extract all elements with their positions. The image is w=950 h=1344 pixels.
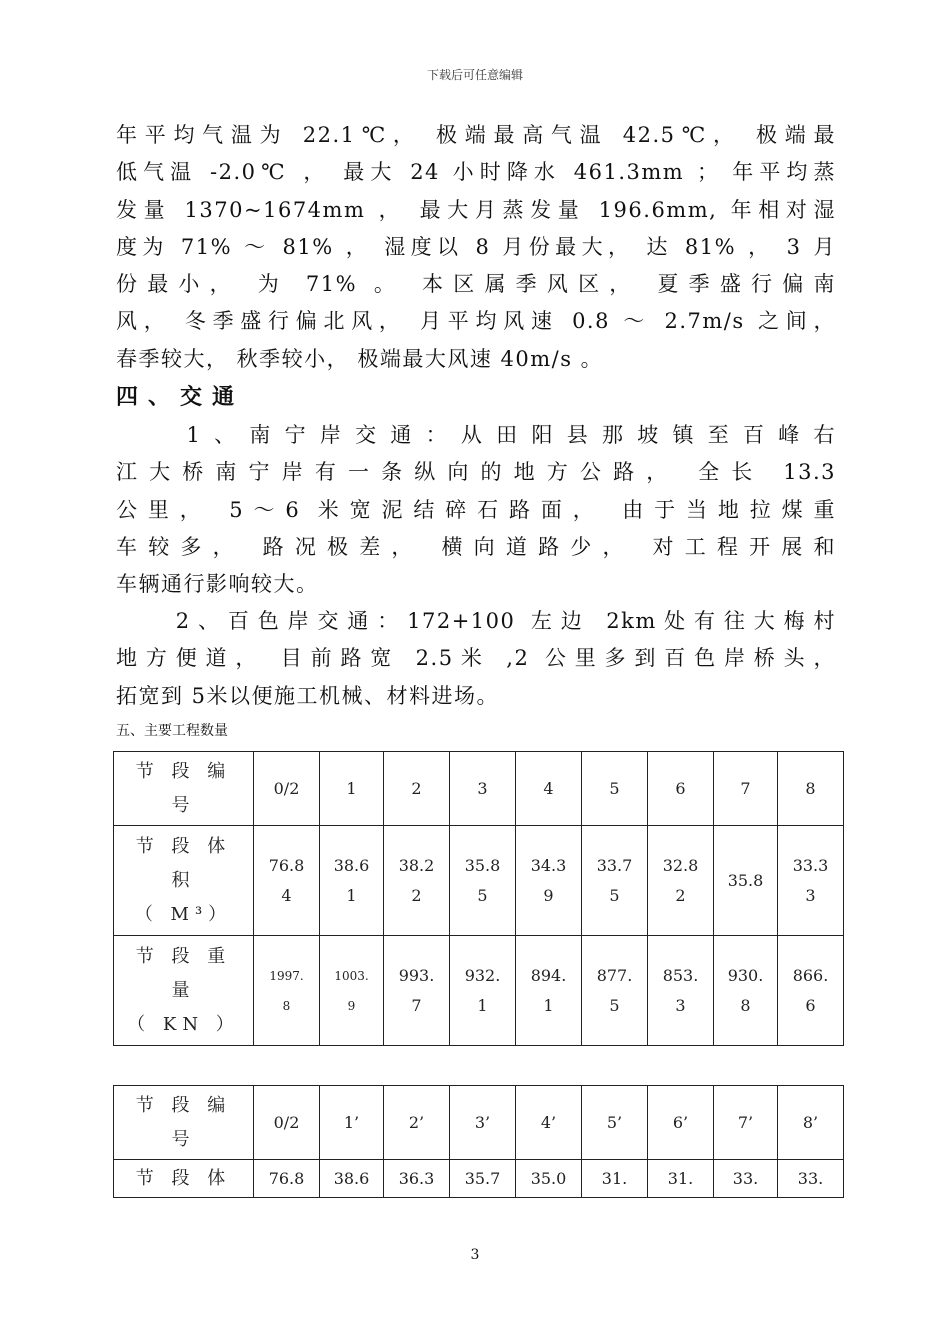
paragraph-line: 发量 1370~1674mm ， 最大月蒸发量 196.6mm, 年相对湿 [116,197,836,222]
climate-paragraph [116,117,836,378]
paragraph-line: 江大桥南宁岸有一条纵向的地方公路， 全长 13.3 [116,460,836,485]
baise-transport-paragraph [116,603,836,715]
table-cell [516,752,582,826]
table-cell [320,752,384,826]
cell-value: 894.1 [530,965,567,1015]
section-heading-transport: 四、交通 [116,385,245,410]
cell-value: 35.8 [727,870,764,890]
row-label-line: 量 [171,979,196,1001]
table-cell [582,1160,648,1198]
paragraph-line: 低气温 -2.0℃ ， 最大 24 小时降水 461.3mm ； 年平均蒸 [116,160,836,185]
cell-value: 0/2 [273,1112,300,1132]
cell-value: 6’ [672,1112,689,1132]
cell-value: 33. [732,1168,759,1188]
cell-value: 993.7 [398,965,435,1015]
cell-value: 76.8 [268,1168,305,1188]
cell-value: 35.7 [464,1168,501,1188]
table-cell [450,1160,516,1198]
cell-value: 31. [601,1168,628,1188]
table-cell [714,936,778,1046]
table-cell [648,1160,714,1198]
cell-value: 34.39 [530,855,567,905]
row-label-line: 积 [171,869,196,891]
cell-value: 7 [740,778,751,798]
row-label-line: 节 段 体 [135,1167,232,1189]
table-cell [254,936,320,1046]
table-cell [714,826,778,936]
paragraph-line: 年平均气温为 22.1℃， 极端最高气温 42.5℃， 极端最 [116,123,836,147]
table-cell [384,1086,450,1160]
cell-value: 930.8 [727,965,764,1015]
table-cell [648,1086,714,1160]
row-label-line: 号 [171,1128,196,1150]
cell-value: 932.1 [464,965,501,1015]
cell-value: 1’ [343,1112,360,1132]
cell-value: 1003.9 [334,968,369,1013]
cell-value: 3’ [474,1112,491,1132]
cell-value: 4 [543,778,554,798]
row-label-line: 节 段 重 [135,945,232,967]
cell-value: 33.75 [596,855,633,905]
cell-value: 33. [797,1168,824,1188]
table-row [114,752,844,826]
table-row [114,826,844,936]
cell-value: 38.6 [333,1168,370,1188]
cell-value: 5’ [606,1112,623,1132]
row-label [114,826,254,936]
table-cell [254,752,320,826]
cell-value: 36.3 [398,1168,435,1188]
paragraph-line: 度为 71% ～ 81% ， 湿度以 8 月份最大， 达 81% ， 3 月 [116,234,836,259]
cell-value: 32.82 [662,855,699,905]
paragraph-line: 1、南宁岸交通：从田阳县那坡镇至百峰右 [116,423,836,447]
table-cell [384,752,450,826]
table-cell [714,752,778,826]
row-label [114,1160,254,1198]
cell-value: 38.22 [398,855,435,905]
cell-value: 1997.8 [269,968,304,1013]
cell-value: 76.84 [268,855,305,905]
cell-value: 0/2 [273,778,300,798]
table-cell [582,936,648,1046]
table-cell [516,1160,582,1198]
paragraph-line: 拓宽到 5米以便施工机械、材料进场。 [116,683,500,708]
row-label [114,1086,254,1160]
table-cell [450,826,516,936]
table-cell [516,826,582,936]
cell-value: 33.33 [792,855,829,905]
table-cell [648,936,714,1046]
row-label-line: （ KN ） [127,1013,240,1035]
table-cell [254,1086,320,1160]
row-label-line: 号 [171,794,196,816]
table-cell [450,1086,516,1160]
row-label [114,936,254,1046]
cell-value: 5 [609,778,620,798]
cell-value: 31. [667,1168,694,1188]
table-cell [320,1160,384,1198]
nanning-transport-paragraph [116,417,836,603]
table-cell [648,752,714,826]
cell-value: 4’ [540,1112,557,1132]
table-cell [778,1086,844,1160]
table-cell [778,752,844,826]
table-row [114,1160,844,1198]
table-cell [778,1160,844,1198]
cell-value: 3 [477,778,488,798]
table-cell [384,936,450,1046]
row-label-line: 节 段 体 [135,835,232,857]
cell-value: 2’ [408,1112,425,1132]
cell-value: 6 [675,778,686,798]
table-cell [714,1160,778,1198]
cell-value: 8’ [802,1112,819,1132]
paragraph-line: 车较多， 路况极差， 横向道路少， 对工程开展和 [116,534,836,559]
page-number: 3 [470,1247,480,1263]
table-cell [582,1086,648,1160]
paragraph-line: 地方便道， 目前路宽 2.5米 ,2 公里多到百色岸桥头， [116,646,836,671]
segment-quantity-table-2 [113,1085,844,1198]
cell-value: 1 [346,778,357,798]
paragraph-line: 风， 冬季盛行偏北风， 月平均风速 0.8 ～ 2.7m/s 之间， [116,309,836,334]
table-cell [384,1160,450,1198]
table-cell [778,936,844,1046]
table-row [114,1086,844,1160]
row-label-line: 节 段 编 [135,760,232,782]
paragraph-line: 春季较大， 秋季较小， 极端最大风速 40m/s 。 [116,346,604,371]
table-cell [384,826,450,936]
paragraph-line: 2、百色岸交通：172+100 左边 2km处有往大梅村 [116,609,836,633]
row-label [114,752,254,826]
table-cell [778,826,844,936]
paragraph-line: 公里， 5～6 米宽泥结碎石路面， 由于当地拉煤重 [116,497,836,522]
paragraph-line: 车辆通行影响较大。 [116,572,319,597]
cell-value: 35.85 [464,855,501,905]
cell-value: 2 [411,778,422,798]
table-cell [714,1086,778,1160]
table-row [114,936,844,1046]
cell-value: 38.61 [333,855,370,905]
table-cell [320,1086,384,1160]
row-label-line: 节 段 编 [135,1094,232,1116]
cell-value: 853.3 [662,965,699,1015]
cell-value: 8 [805,778,816,798]
table-cell [450,752,516,826]
table-cell [582,752,648,826]
cell-value: 7’ [737,1112,754,1132]
row-label-line: （ M³） [134,903,233,925]
cell-value: 877.5 [596,965,633,1015]
table-cell [516,936,582,1046]
table-cell [254,826,320,936]
cell-value: 35.0 [530,1168,567,1188]
table-cell [516,1086,582,1160]
table-cell [254,1160,320,1198]
segment-quantity-table-1 [113,751,844,1046]
table-cell [320,936,384,1046]
section-heading-quantities: 五、主要工程数量 [116,723,228,739]
table-cell [320,826,384,936]
table-cell [450,936,516,1046]
table-cell [582,826,648,936]
table-cell [648,826,714,936]
header-note: 下载后可任意编辑 [426,68,523,82]
cell-value: 866.6 [792,965,829,1015]
paragraph-line: 份最小， 为 71% 。 本区属季风区， 夏季盛行偏南 [116,272,836,297]
